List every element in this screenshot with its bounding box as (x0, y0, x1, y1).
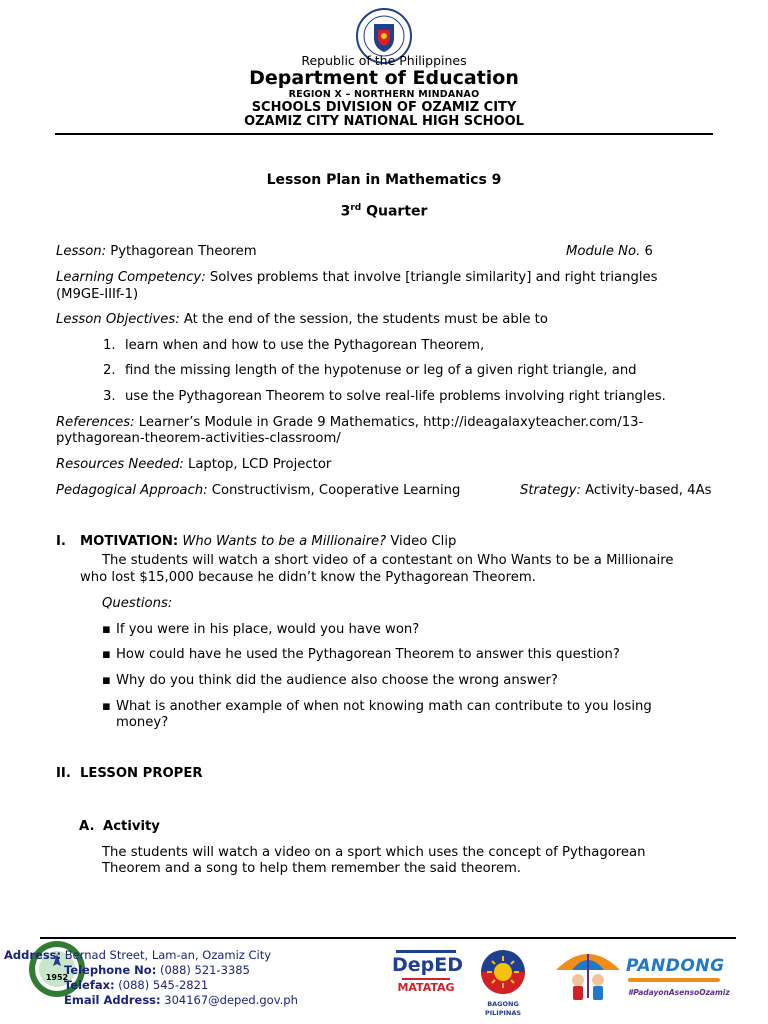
questions-label: Questions: (102, 596, 173, 611)
quarter-number: 3 (340, 203, 351, 220)
question-item (102, 622, 419, 638)
subsection-letter: A. (79, 819, 95, 834)
motivation-title-italic: Who Wants to be a Millionaire? (178, 534, 387, 549)
objective-number: 3. (103, 389, 116, 404)
references-field (56, 415, 643, 431)
objectives-label: Lesson Objectives: (56, 312, 180, 327)
email-value: 304167@deped.gov.ph (160, 993, 298, 1007)
competency-field (56, 270, 657, 286)
umbrella-kids-icon (552, 944, 624, 1006)
pandong-underline (628, 978, 720, 982)
question-item (102, 699, 652, 715)
question-text: What is another example of when not knowing math can contribute to you losing (116, 699, 652, 714)
question-text: If you were in his place, would you have won? (116, 622, 420, 637)
bagong-pilipinas-text: BAGONG PILIPINAS (484, 1000, 522, 1017)
objective-number: 2. (103, 363, 116, 378)
quarter-word: Quarter (361, 203, 428, 220)
module-value: 6 (640, 244, 653, 259)
resources-value: Laptop, LCD Projector (183, 457, 332, 472)
activity-paragraph-line2: Theorem and a song to help them remember the said theorem. (102, 861, 521, 876)
motivation-heading (56, 534, 456, 550)
competency-value: Solves problems that involve [triangle similarity] and right triangles (205, 270, 658, 285)
references-value: Learner’s Module in Grade 9 Mathematics, http://ideagalaxyteacher.com/13- (134, 415, 644, 430)
question-text: How could have he used the Pythagorean Theorem to answer this question? (116, 647, 620, 662)
address-value: Bernad Street, Lam-an, Ozamiz City (61, 948, 272, 962)
republic-line: Republic of the Philippines (301, 53, 467, 68)
objective-item (103, 363, 637, 379)
question-item (102, 673, 558, 689)
question-item (102, 647, 620, 663)
strategy-field (520, 483, 711, 499)
objective-text: learn when and how to use the Pythagorean Theorem, (125, 338, 485, 353)
resources-label: Resources Needed: (56, 457, 184, 472)
deped-logo-text: DepED (392, 954, 464, 976)
question-text: Why do you think did the audience also choose the wrong answer? (116, 673, 558, 688)
pandong-text: PANDONG (626, 956, 725, 976)
bullet-icon: ▪ (102, 673, 111, 688)
sun-star-icon (475, 948, 531, 996)
strategy-label: Strategy: (520, 483, 581, 498)
approach-field (56, 483, 460, 499)
footer-telefax (64, 978, 208, 993)
quarter-title (0, 199, 768, 221)
lesson-proper-label: LESSON PROPER (80, 766, 203, 781)
activity-heading (79, 819, 160, 835)
resources-field (56, 457, 331, 473)
module-field (566, 244, 653, 260)
footer-email (64, 993, 298, 1008)
motivation-paragraph-line2: who lost $15,000 because he didn’t know the Pythagorean Theorem. (80, 570, 536, 585)
approach-label: Pedagogical Approach: (56, 483, 208, 498)
bullet-icon: ▪ (102, 699, 111, 714)
references-continued: pythagorean-theorem-activities-classroom/ (56, 431, 341, 446)
svg-text:1952: 1952 (45, 973, 69, 982)
strategy-value: Activity-based, 4As (580, 483, 712, 498)
bagong-pilipinas-logo (470, 948, 536, 1017)
telephone-value: (088) 521-3385 (156, 963, 250, 977)
objective-item (103, 338, 484, 354)
lesson-value: Pythagorean Theorem (106, 244, 257, 259)
telefax-label: Telefax: (64, 978, 115, 992)
competency-code: (M9GE-IIIf-1) (56, 287, 139, 302)
objectives-value: At the end of the session, the students must be able to (179, 312, 548, 327)
lesson-proper-heading (56, 766, 203, 782)
activity-paragraph-line1: The students will watch a video on a sport which uses the concept of Pythagorean (102, 845, 646, 860)
address-label: Address: (4, 948, 62, 962)
lesson-label: Lesson: (56, 244, 107, 259)
competency-label: Learning Competency: (56, 270, 206, 285)
pandong-logo (552, 944, 730, 1008)
email-label: Email Address: (64, 993, 161, 1007)
hashtag-text: #PadayonAsensoOzamiz (628, 988, 730, 997)
telephone-label: Telephone No: (64, 963, 157, 977)
footer-telephone (64, 963, 250, 978)
bullet-icon: ▪ (102, 622, 111, 637)
objective-text: use the Pythagorean Theorem to solve real-life problems involving right triangles. (125, 389, 666, 404)
lesson-field (56, 244, 257, 260)
objective-number: 1. (103, 338, 116, 353)
objective-item (103, 389, 666, 405)
footer-address (4, 948, 271, 963)
matatag-text: MATATAG (397, 981, 455, 994)
bullet-icon: ▪ (102, 647, 111, 662)
motivation-title-rest: Video Clip (386, 534, 457, 549)
approach-value: Constructivism, Cooperative Learning (207, 483, 461, 498)
motivation-paragraph-line1: The students will watch a short video of a contestant on Who Wants to be a Millionaire (102, 553, 674, 568)
telefax-value: (088) 545-2821 (114, 978, 209, 992)
deped-matatag-logo (392, 950, 464, 1008)
motivation-label: MOTIVATION: (80, 534, 179, 549)
references-label: References: (56, 415, 135, 430)
quarter-suffix: rd (350, 203, 362, 213)
section-numeral: II. (56, 766, 71, 781)
objectives-field (56, 312, 548, 328)
footer-rule (40, 937, 736, 939)
region-line: REGION X – NORTHERN MINDANAO (288, 89, 480, 100)
division-line: SCHOOLS DIVISION OF OZAMIZ CITY (251, 100, 517, 115)
activity-label: Activity (103, 819, 160, 834)
header-rule (55, 133, 713, 135)
module-label: Module No. (566, 244, 641, 259)
department-title: Department of Education (249, 67, 519, 89)
objective-text: find the missing length of the hypotenuse or leg of a given right triangle, and (125, 363, 637, 378)
question-continued: money? (116, 715, 169, 730)
lesson-plan-title: Lesson Plan in Mathematics 9 (266, 172, 502, 188)
school-line: OZAMIZ CITY NATIONAL HIGH SCHOOL (244, 114, 524, 129)
section-numeral: I. (56, 534, 66, 549)
